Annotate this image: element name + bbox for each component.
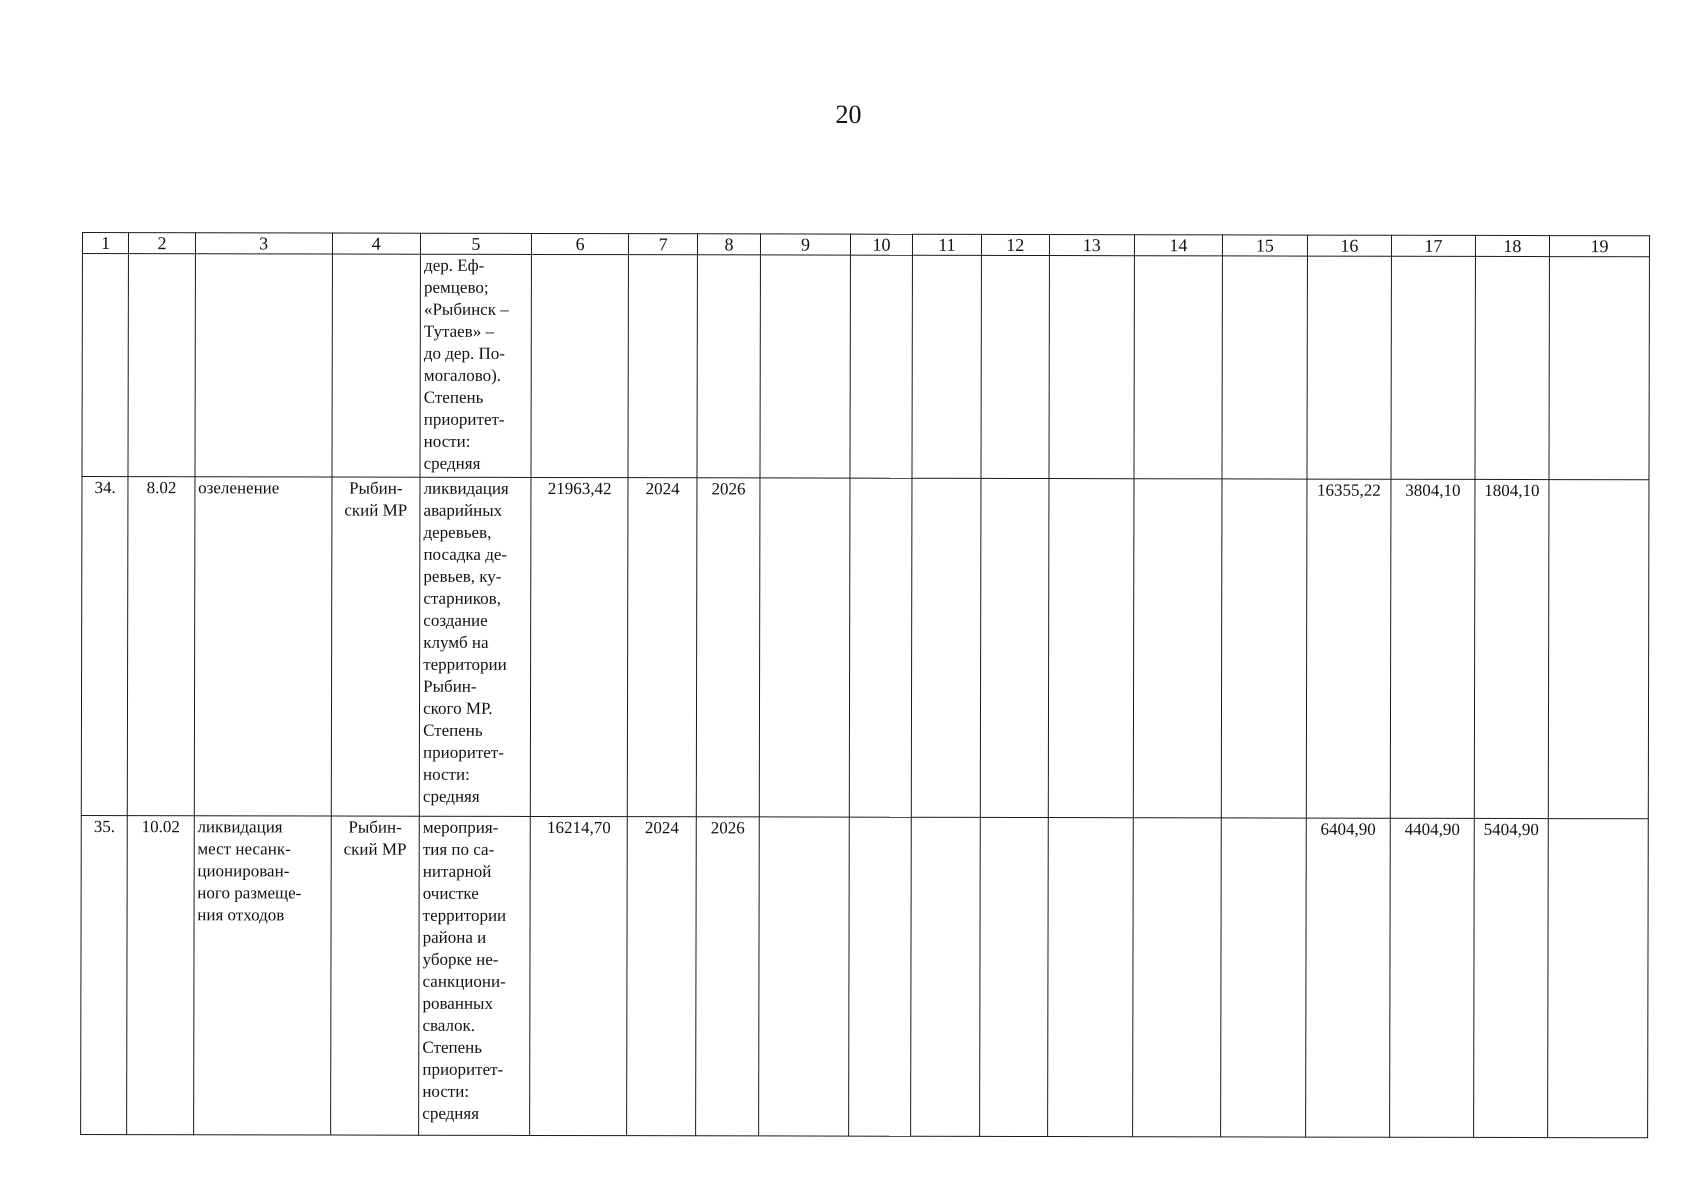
cell-description: дер. Еф- ремцево; «Рыбинск – Тутаев» – до дер. По- могалово). Степень приоритет- ности: средняя	[420, 254, 531, 477]
cell-col-18	[1475, 256, 1550, 479]
cell-col-13	[1048, 818, 1133, 1137]
cell-col-12	[980, 478, 1049, 817]
cell-col-11	[912, 255, 981, 478]
column-header-3: 3	[195, 233, 332, 254]
cell-year-end	[697, 255, 761, 478]
table-row	[81, 815, 1649, 1137]
cell-row-number: 34.	[81, 477, 128, 816]
cell-name: ликвидация мест несанк- ционирован- ного размеще- ния отходов	[193, 816, 331, 1135]
cell-code: 8.02	[128, 477, 195, 816]
cell-code: 10.02	[127, 816, 194, 1135]
column-header-19: 19	[1550, 236, 1650, 257]
column-header-4: 4	[332, 233, 421, 254]
cell-col-19	[1548, 819, 1648, 1138]
column-header-10: 10	[850, 234, 912, 255]
cell-col-12	[981, 255, 1050, 478]
cell-col-18: 1804,10	[1474, 479, 1549, 818]
cell-name: озеленение	[194, 477, 332, 816]
cell-col-17	[1391, 256, 1475, 479]
table-row	[81, 477, 1649, 819]
cell-col-15	[1221, 479, 1306, 818]
column-header-15: 15	[1223, 235, 1308, 256]
cell-col-10	[850, 255, 913, 478]
cell-col-9	[760, 478, 850, 817]
cell-col-16: 16355,22	[1306, 479, 1391, 818]
cell-year-start	[628, 255, 697, 478]
column-header-17: 17	[1392, 235, 1476, 256]
cell-col-14	[1132, 818, 1221, 1137]
cell-name	[195, 254, 332, 477]
cell-year-start: 2024	[628, 478, 697, 817]
cell-col-15	[1221, 818, 1306, 1137]
cell-district	[332, 254, 421, 477]
cell-year-start: 2024	[627, 817, 696, 1136]
cell-total: 21963,42	[530, 477, 628, 816]
cell-col-14	[1133, 479, 1222, 818]
column-header-13: 13	[1049, 235, 1134, 256]
cell-col-17: 4404,90	[1390, 818, 1474, 1137]
cell-code	[128, 254, 195, 477]
column-header-2: 2	[129, 233, 195, 254]
column-header-11: 11	[913, 234, 981, 255]
cell-col-13	[1048, 479, 1133, 818]
column-header-7: 7	[629, 234, 697, 255]
cell-district: Рыбин- ский МР	[331, 477, 420, 816]
cell-col-13	[1049, 256, 1134, 479]
cell-district: Рыбин- ский МР	[330, 816, 419, 1135]
cell-col-10	[849, 478, 912, 817]
column-header-16: 16	[1307, 235, 1392, 256]
cell-row-number: 35.	[81, 815, 128, 1134]
cell-total	[531, 254, 629, 477]
cell-col-11	[911, 817, 980, 1136]
cell-row-number	[82, 254, 129, 477]
cell-total: 16214,70	[529, 816, 627, 1135]
column-header-1: 1	[82, 233, 128, 254]
cell-col-19	[1549, 257, 1649, 480]
column-header-18: 18	[1475, 235, 1550, 256]
cell-year-end: 2026	[695, 817, 759, 1136]
data-table	[80, 232, 1650, 1138]
cell-col-11	[911, 478, 980, 817]
cell-col-10	[848, 817, 911, 1136]
column-header-8: 8	[697, 234, 760, 255]
cell-col-9	[760, 255, 850, 478]
cell-description: ликвидация аварийных деревьев, посадка де- ревьев, ку- старников, создание клумб на территории Рыбин- ского МР. Степень приоритет- ности: средняя	[419, 477, 530, 816]
cell-year-end: 2026	[696, 478, 760, 817]
cell-col-14	[1134, 256, 1223, 479]
table-row	[82, 254, 1649, 480]
page-number: 20	[835, 100, 862, 129]
cell-col-9	[759, 817, 849, 1136]
cell-description: мероприя- тия по са- нитарной очистке территории района и уборке не- санкциони- рованных свалок. Степень приоритет- ности: средняя	[419, 816, 530, 1135]
cell-col-19	[1548, 480, 1649, 819]
cell-col-12	[979, 817, 1048, 1136]
column-header-9: 9	[761, 234, 851, 255]
column-header-5: 5	[421, 233, 532, 254]
column-header-6: 6	[531, 233, 629, 254]
cell-col-18: 5404,90	[1473, 818, 1548, 1137]
cell-col-17: 3804,10	[1390, 479, 1474, 818]
cell-col-15	[1222, 256, 1307, 479]
cell-col-16: 6404,90	[1305, 818, 1390, 1137]
cell-col-16	[1307, 256, 1392, 479]
column-header-14: 14	[1134, 235, 1223, 256]
column-header-12: 12	[981, 234, 1049, 255]
